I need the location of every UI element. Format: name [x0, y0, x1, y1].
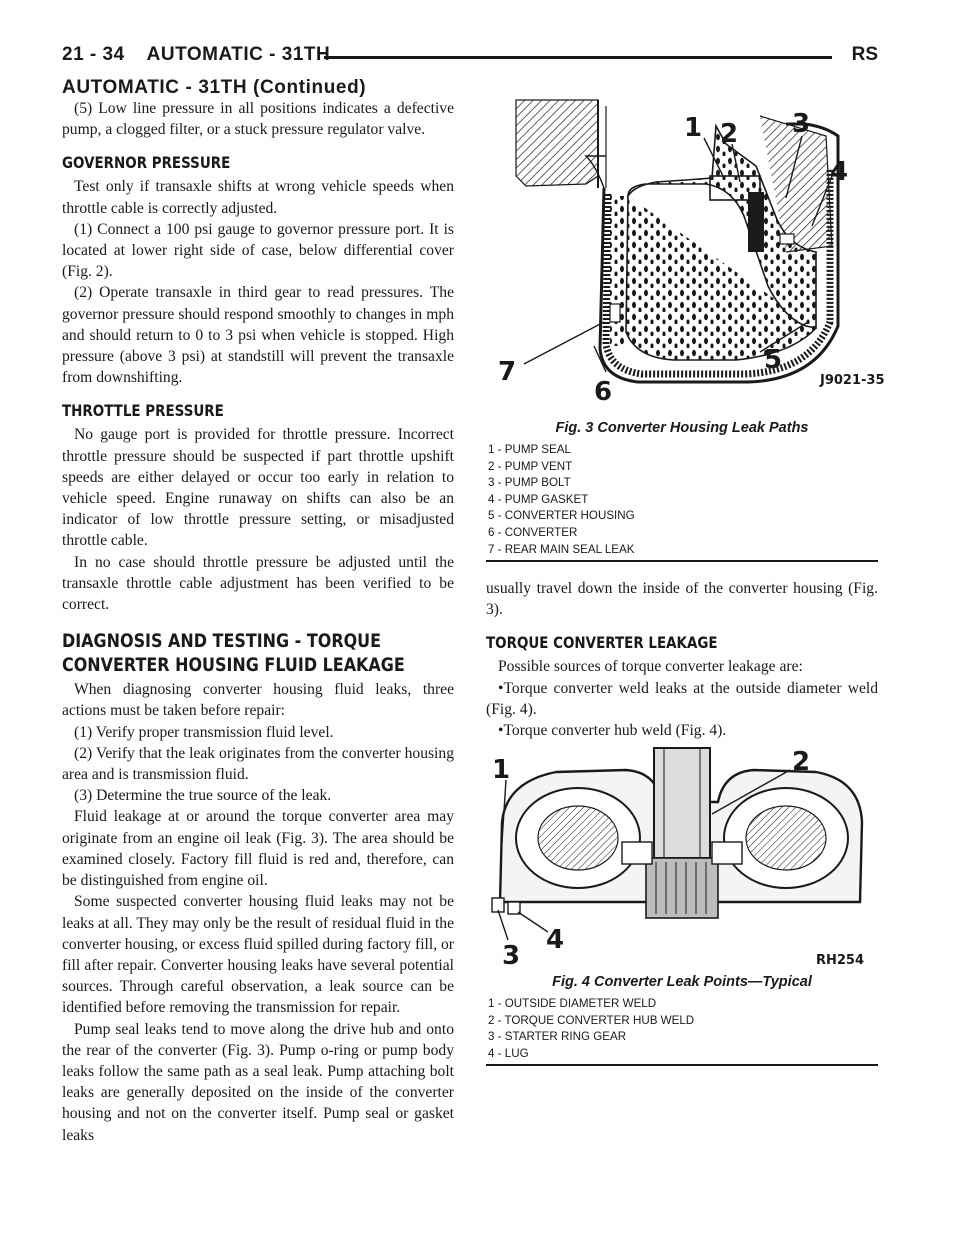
section-heading-governor: GOVERNOR PRESSURE	[62, 153, 231, 173]
paragraph: Possible sources of torque converter leakage are:	[498, 658, 803, 676]
callout-4: 4	[830, 157, 849, 187]
callout-3: 3	[502, 941, 521, 971]
section-heading-diagnosis	[62, 629, 405, 677]
callout-6: 6	[594, 377, 613, 407]
section-title: AUTOMATIC - 31TH	[146, 44, 331, 65]
callout-3: 3	[792, 109, 811, 139]
figure-caption: Fig. 4 Converter Leak Points—Typical	[552, 974, 812, 990]
callout-5: 5	[764, 345, 783, 375]
paragraph: (1) Verify proper transmission fluid level.	[74, 723, 334, 741]
page-header	[62, 44, 878, 74]
left-column	[62, 98, 454, 1146]
header-left	[62, 44, 330, 66]
paragraph: Test only if transaxle shifts at wrong vehicle speeds when throttle cable is correctly adjusted.	[62, 178, 454, 217]
callout-2: 2	[720, 119, 739, 149]
torque-converter-illustration	[486, 742, 878, 972]
continued-heading: AUTOMATIC - 31TH (Continued)	[62, 77, 367, 98]
bullet-text: Torque converter hub weld (Fig. 4).	[503, 722, 727, 740]
converter-housing-illustration	[486, 96, 885, 418]
legend-item: 2 - TORQUE CONVERTER HUB WELD	[488, 1013, 695, 1027]
bullet-text: Torque converter weld leaks at the outside diameter weld (Fig. 4).	[486, 679, 878, 718]
paragraph: Some suspected converter housing fluid leaks may not be leaks at all. They may only be the result of residual fluid in the converter housing, or excess fluid spilled during factory fill, or fill after repair. Converter housing leaks have several potential sources. Through careful observation, a leak source can be identified before removing the transmission for repair.	[62, 893, 454, 1017]
paragraph: Fluid leakage at or around the torque converter area may originate from an engine oil leak (Fig. 3). The area should be examined closely. Factory fill fluid is red and, therefore, can be distinguished from engine oil.	[62, 808, 454, 890]
figure-caption: Fig. 3 Converter Housing Leak Paths	[555, 420, 809, 436]
paragraph: No gauge port is provided for throttle pressure. Incorrect throttle pressure should be suspected if part throttle upshift speeds are either delayed or occur too early in relation to vehicle speed. Engine runaway on shifts can also be an indicator of low throttle pressure setting, or misadjusted throttle cable.	[62, 426, 454, 550]
paragraph: (2) Verify that the leak originates from the converter housing area and is transmission fluid.	[62, 744, 454, 784]
legend-item: 3 - STARTER RING GEAR	[488, 1030, 627, 1044]
figure-legend	[486, 996, 878, 1066]
paragraph: usually travel down the inside of the converter housing (Fig. 3).	[486, 580, 878, 619]
paragraph: (2) Operate transaxle in third gear to read pressures. The governor pressure should respond smoothly to changes in mph and should return to 0 to 3 psi when vehicle is stopped. High pressure (above 3 psi) at standstill will prevent the transaxle from downshifting.	[62, 284, 454, 387]
callout-4: 4	[546, 925, 565, 955]
legend-item: 7 - REAR MAIN SEAL LEAK	[488, 542, 635, 556]
heading-line: CONVERTER HOUSING FLUID LEAKAGE	[62, 654, 405, 677]
paragraph: (1) Connect a 100 psi gauge to governor pressure port. It is located at lower right side of case, below differential cover (Fig. 2).	[62, 220, 454, 281]
bullet-item	[486, 720, 878, 741]
paragraph: (5) Low line pressure in all positions indicates a defective pump, a clogged filter, or a stuck pressure regulator valve.	[62, 100, 454, 139]
legend-item: 1 - PUMP SEAL	[488, 443, 571, 456]
callout-7: 7	[498, 357, 517, 387]
header-rule	[324, 56, 832, 59]
callout-1: 1	[684, 113, 703, 143]
legend-item: 3 - PUMP BOLT	[488, 476, 571, 490]
legend-item: 4 - LUG	[488, 1046, 529, 1060]
legend-item: 5 - CONVERTER HOUSING	[488, 509, 635, 523]
right-column	[486, 578, 878, 741]
heading-line: DIAGNOSIS AND TESTING - TORQUE	[62, 630, 382, 653]
paragraph: Pump seal leaks tend to move along the drive hub and onto the rear of the converter (Fig. 3). Pump o-ring or pump body leaks follow the same path as a seal leak. Pump attaching bolt leaks are generally deposited on the inside of the converter housing and not on the converter itself. Pump seal or gasket leaks	[62, 1020, 454, 1144]
section-heading-torque-converter: TORQUE CONVERTER LEAKAGE	[486, 633, 718, 653]
legend-item: 2 - PUMP VENT	[488, 459, 573, 473]
page-number: 21 - 34	[62, 44, 125, 65]
paragraph: When diagnosing converter housing fluid leaks, three actions must be taken before repair:	[62, 681, 454, 720]
legend-item: 6 - CONVERTER	[488, 525, 578, 539]
section-heading-throttle: THROTTLE PRESSURE	[62, 401, 224, 421]
paragraph: (3) Determine the true source of the leak.	[74, 787, 332, 805]
figure-code: RH254	[816, 953, 865, 968]
figure-4	[486, 742, 878, 1066]
legend-item: 1 - OUTSIDE DIAMETER WELD	[488, 997, 657, 1010]
bullet-icon: •	[498, 722, 504, 740]
header-model: RS	[851, 44, 878, 65]
figure-3	[486, 96, 885, 562]
bullet-item	[486, 678, 878, 720]
legend-item: 4 - PUMP GASKET	[488, 492, 589, 506]
figure-legend	[486, 442, 878, 562]
callout-1: 1	[492, 755, 511, 785]
bullet-icon: •	[498, 679, 504, 697]
paragraph: In no case should throttle pressure be adjusted until the transaxle throttle cable adjustment has been verified to be correct.	[62, 553, 454, 614]
callout-2: 2	[792, 747, 811, 777]
figure-code: J9021-35	[820, 373, 885, 388]
